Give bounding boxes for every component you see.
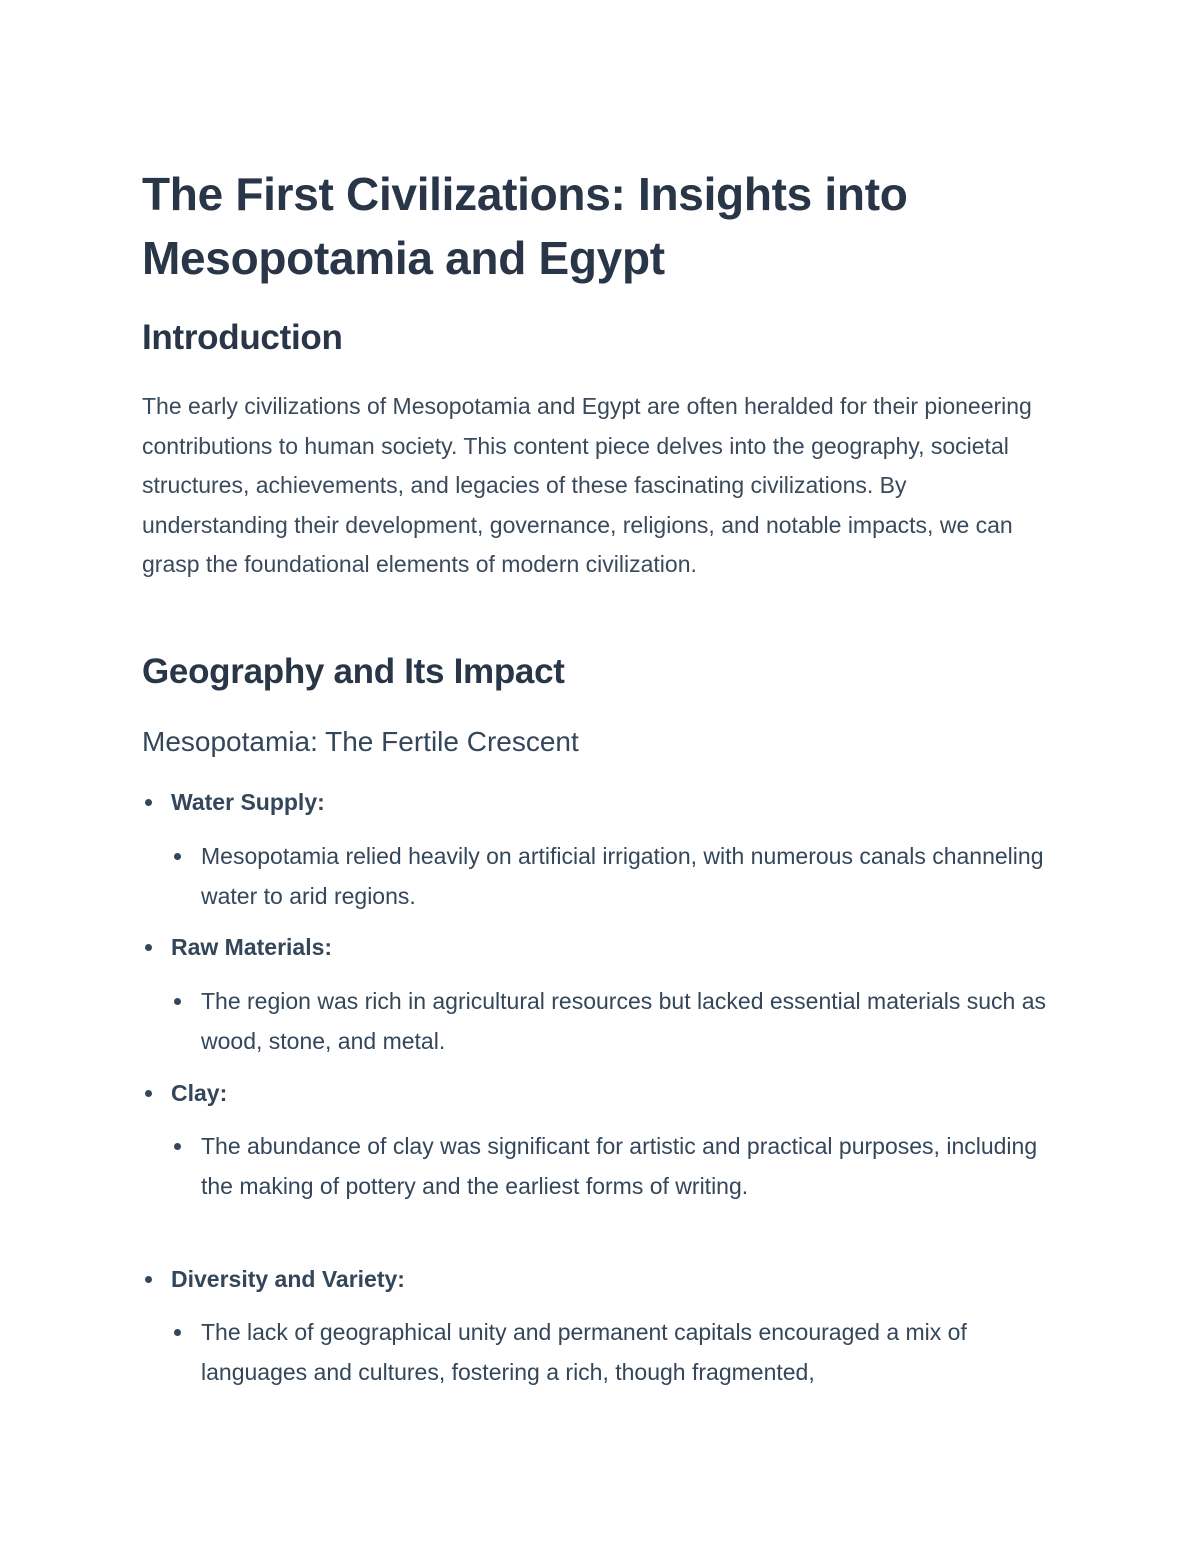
list-item-diversity: Diversity and Variety: [171,1260,405,1300]
list-item-water-supply: Water Supply: [171,783,325,823]
list-item-diversity-detail: The lack of geographical unity and permanent capitals encouraged a mix of languages and cultures, fostering a rich, though fragmented, [201,1313,1051,1392]
list-item-water-supply-detail: Mesopotamia relied heavily on artificial irrigation, with numerous canals channeling water to arid regions. [201,837,1051,916]
list-item-clay: Clay: [171,1074,227,1114]
document-title: The First Civilizations: Insights into Mesopotamia and Egypt [142,168,908,284]
geography-heading: Geography and Its Impact [142,652,565,691]
introduction-paragraph: The early civilizations of Mesopotamia and Egypt are often heralded for their pioneering contributions to human society. This content piece delves into the geography, societal structures, achievements, and legacies of these fascinating civilizations. By understanding their development, governance, religions, and notable impacts, we can grasp the foundational elements of modern civilization. [142,393,1032,577]
introduction-heading: Introduction [142,318,343,357]
mesopotamia-subheading: Mesopotamia: The Fertile Crescent [142,726,579,757]
list-item-raw-materials-detail: The region was rich in agricultural resources but lacked essential materials such as wood, stone, and metal. [201,982,1051,1061]
list-item-raw-materials: Raw Materials: [171,928,332,968]
list-item-clay-detail: The abundance of clay was significant for artistic and practical purposes, including the making of pottery and the earliest forms of writing. [201,1127,1051,1206]
